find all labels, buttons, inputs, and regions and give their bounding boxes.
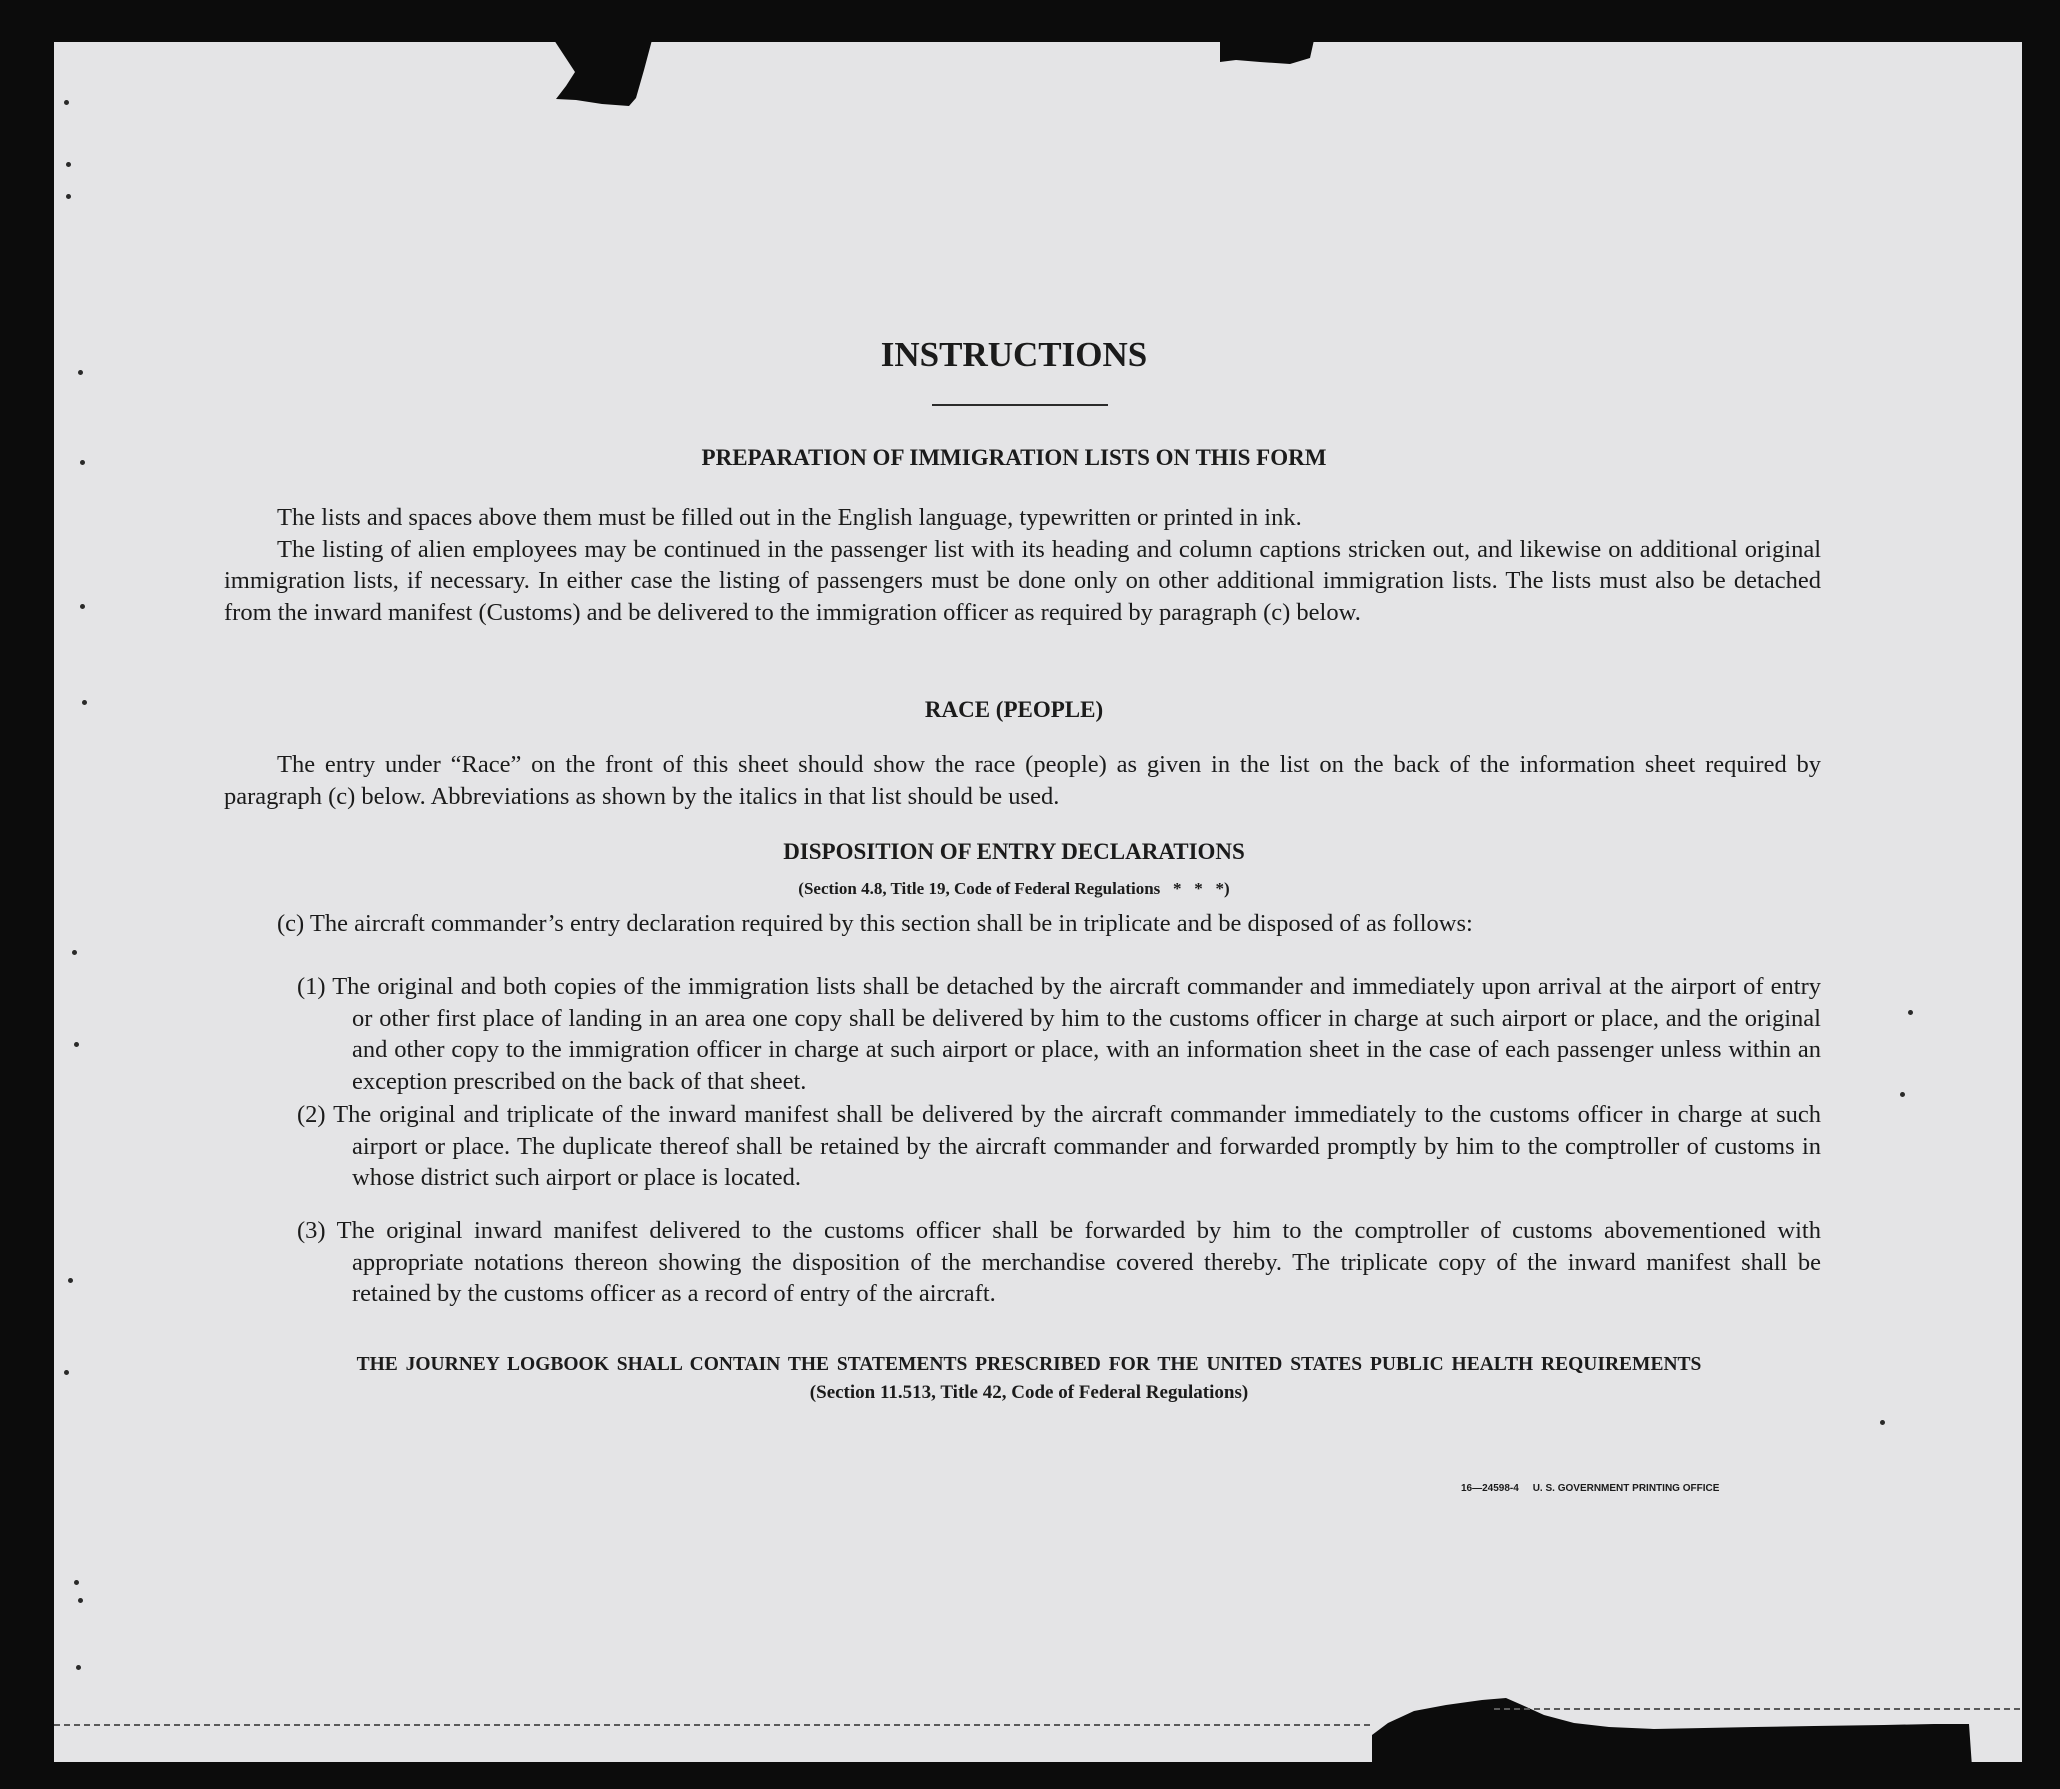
section-title-preparation: PREPARATION OF IMMIGRATION LISTS ON THIS FORM xyxy=(701,445,1327,470)
edge-speck xyxy=(66,194,71,199)
torn-bottom-edge xyxy=(54,1697,2022,1767)
edge-speck xyxy=(1880,1420,1885,1425)
section-citation-disposition: (Section 4.8, Title 19, Code of Federal Regulations * * *) xyxy=(798,879,1230,898)
edge-speck xyxy=(1908,1010,1913,1015)
preparation-body xyxy=(224,502,1821,628)
edge-speck xyxy=(72,950,77,955)
edge-speck xyxy=(78,1598,83,1603)
form-page xyxy=(54,42,2022,1762)
footer-statement: THE JOURNEY LOGBOOK SHALL CONTAIN THE STATEMENTS PRESCRIBED FOR THE UNITED STATES PUBLIC HEALTH REQUIREMENTS xyxy=(356,1354,1702,1375)
paragraph: The entry under “Race” on the front of this sheet should show the race (people) as given in the list on the back of the information sheet required by paragraph (c) below. Abbreviations as shown by the italics in that list should be used. xyxy=(224,751,1821,810)
printing-imprint: 16—24598-4 U. S. GOVERNMENT PRINTING OFFICE xyxy=(1461,1483,1720,1494)
edge-speck xyxy=(1900,1092,1905,1097)
disposition-item: (2) The original and triplicate of the inward manifest shall be delivered by the aircraft commander immediately to the customs officer in charge at such airport or place. The duplicate thereof shall be retained by the aircraft commander and forwarded promptly by him to the comptroller of customs in whose district such airport or place is located. xyxy=(297,1101,1821,1191)
footer-citation: (Section 11.513, Title 42, Code of Federal Regulations) xyxy=(809,1382,1249,1403)
disposition-item: (1) The original and both copies of the immigration lists shall be detached by the aircraft commander and immediately upon arrival at the airport of entry or other first place of landing in an area one copy shall be delivered by him to the customs officer in charge at such airport or place, and the original and other copy to the immigration officer in charge at such airport or place, with an information sheet in the case of each passenger unless within an exception prescribed on the back of that sheet. xyxy=(297,973,1821,1095)
edge-speck xyxy=(66,162,71,167)
disposition-item: (3) The original inward manifest delivered to the customs officer shall be forwarded by him to the comptroller of customs abovementioned with appropriate notations thereon showing the disposition of the merchandise covered thereby. The triplicate copy of the inward manifest shall be retained by the customs officer as a record of entry of the aircraft. xyxy=(297,1217,1821,1307)
title-rule xyxy=(932,404,1108,406)
paragraph: The listing of alien employees may be continued in the passenger list with its heading and column captions stricken out, and likewise on additional original immigration lists, if necessary. In either case the listing of passengers must be done only on other additional immigration lists. The lists must also be detached from the inward manifest (Customs) and be delivered to the immigration officer as required by paragraph (c) below. xyxy=(224,535,1821,626)
race-body xyxy=(224,749,1821,812)
section-title-disposition: DISPOSITION OF ENTRY DECLARATIONS xyxy=(783,839,1245,864)
edge-speck xyxy=(68,1278,73,1283)
torn-top-edge xyxy=(54,42,2022,122)
section-title-race: RACE (PEOPLE) xyxy=(924,697,1104,722)
paragraph: The lists and spaces above them must be filled out in the English language, typewritten or printed in ink. xyxy=(277,504,1302,531)
edge-speck xyxy=(80,604,85,609)
disposition-intro: (c) The aircraft commander’s entry declaration required by this section shall be in triplicate and be disposed of as follows: xyxy=(277,910,1473,937)
edge-speck xyxy=(76,1665,81,1670)
edge-speck xyxy=(74,1580,79,1585)
edge-speck xyxy=(64,100,69,105)
edge-speck xyxy=(64,1370,69,1375)
edge-speck xyxy=(74,1042,79,1047)
page-title: INSTRUCTIONS xyxy=(880,335,1148,374)
